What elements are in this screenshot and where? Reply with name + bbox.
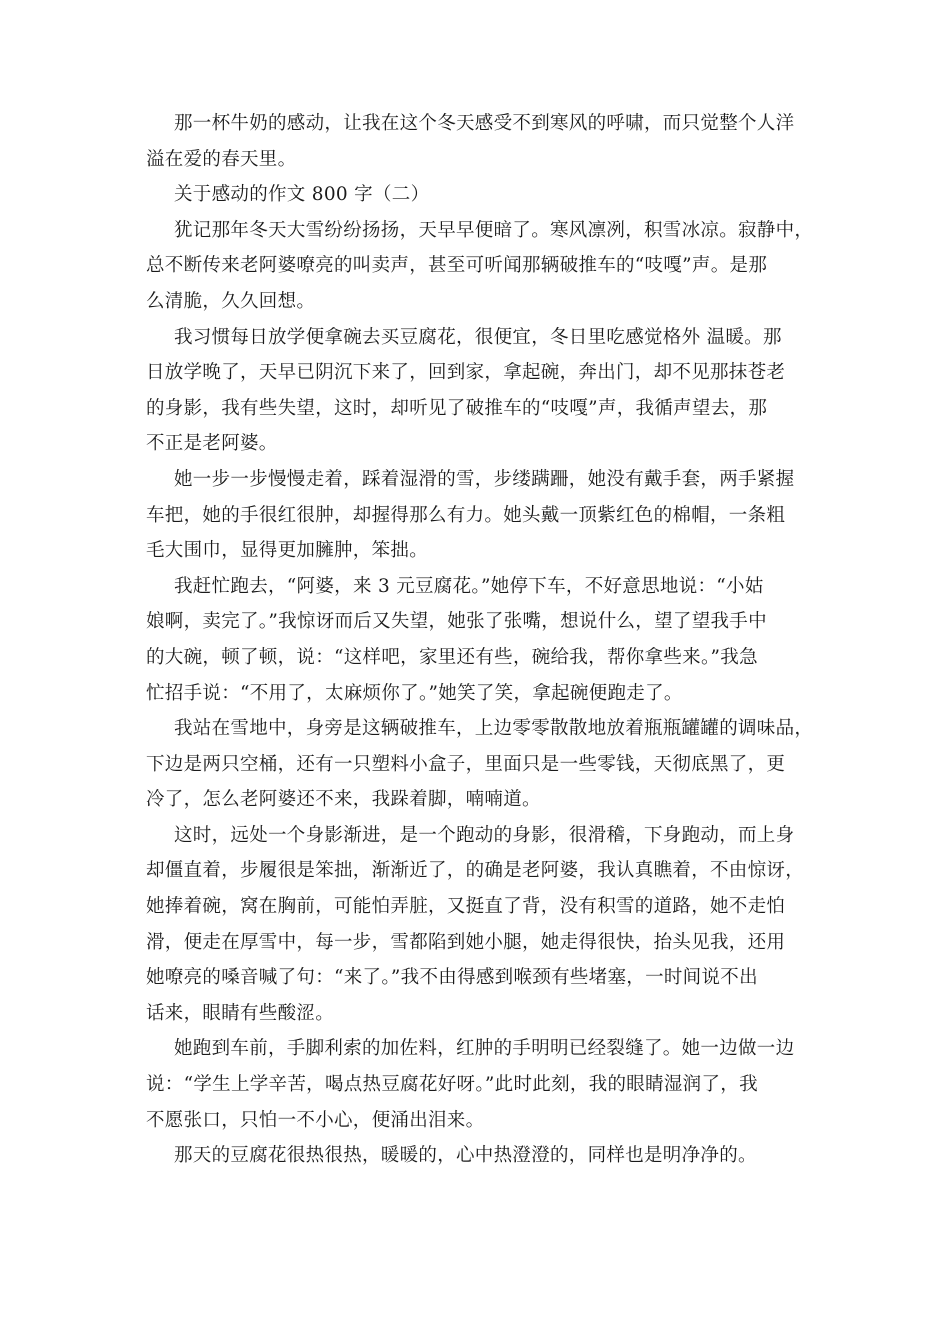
text-line: 犹记那年冬天大雪纷纷扬扬，天早早便暗了。寒风凛冽，积雪冰凉。寂静中，: [174, 219, 814, 241]
text-line: 她一步一步慢慢走着，踩着湿滑的雪，步缕蹒跚，她没有戴手套，两手紧握: [174, 468, 795, 490]
essay-body: [146, 106, 814, 1174]
text-line: 毛大围巾，显得更加臃肿，笨拙。: [146, 540, 429, 562]
text-line: 的大碗，顿了顿，说：“这样吧，家里还有些，碗给我，帮你拿些来。”我急: [146, 646, 758, 668]
text-line: 么清脆，久久回想。: [146, 290, 316, 312]
text-line: 她捧着碗，窝在胸前，可能怕弄脏，又挺直了背，没有积雪的道路，她不走怕: [146, 896, 786, 918]
paragraph: [146, 711, 814, 818]
paragraph: [146, 320, 814, 462]
text-line: 冷了，怎么老阿婆还不来，我跺着脚，喃喃道。: [146, 789, 541, 811]
text-line: 不正是老阿婆。: [146, 433, 278, 455]
paragraph: [146, 1031, 814, 1138]
text-line: 下边是两只空桶，还有一只塑料小盒子，里面只是一些零钱，天彻底黑了，更: [146, 753, 786, 775]
paragraph: [146, 818, 814, 1032]
text-line: 忙招手说：“不用了，太麻烦你了。”她笑了笑，拿起碗便跑走了。: [146, 682, 683, 704]
text-line: 日放学晚了，天早已阴沉下来了，回到家，拿起碗，奔出门，却不见那抹苍老: [146, 362, 786, 384]
text-line: 溢在爱的春天里。: [146, 148, 297, 170]
text-line: 车把，她的手很红很肿，却握得那么有力。她头戴一顶紫红色的棉帽，一条粗: [146, 504, 786, 526]
text-line: 那一杯牛奶的感动，让我在这个冬天感受不到寒风的呼啸，而只觉整个人洋: [174, 113, 795, 134]
text-line: 关于感动的作文 800 字（二）: [174, 184, 430, 206]
paragraph: [146, 462, 814, 569]
paragraph: [146, 569, 814, 711]
paragraph: [146, 106, 814, 177]
text-line: 我赶忙跑去，“阿婆，来 3 元豆腐花。”她停下车，不好意思地说：“小姑: [174, 575, 764, 597]
text-line: 她嘹亮的嗓音喊了句：“来了。”我不由得感到喉颈有些堵塞，一时间说不出: [146, 967, 758, 989]
text-line: 娘啊，卖完了。”我惊讶而后又失望，她张了张嘴，想说什么，望了望我手中: [146, 611, 767, 633]
paragraph: [146, 213, 814, 320]
text-line: 说：“学生上学辛苦，喝点热豆腐花好呀。”此时此刻，我的眼睛湿润了，我: [146, 1074, 758, 1096]
text-line: 我站在雪地中，身旁是这辆破推车，上边零零散散地放着瓶瓶罐罐的调味品，: [174, 718, 814, 740]
section-title: [146, 177, 814, 213]
text-line: 总不断传来老阿婆嘹亮的叫卖声，甚至可听闻那辆破推车的“吱嘎”声。是那: [146, 255, 768, 277]
paragraph: [146, 1138, 814, 1174]
text-line: 她跑到车前，手脚利索的加佐料，红肿的手明明已经裂缝了。她一边做一边: [174, 1038, 795, 1060]
text-line: 我习惯每日放学便拿碗去买豆腐花，很便宜，冬日里吃感觉格外 温暖。那: [174, 326, 782, 348]
text-line: 那天的豆腐花很热很热，暖暖的，心中热澄澄的，同样也是明净净的。: [174, 1145, 757, 1167]
text-line: 这时，远处一个身影渐进，是一个跑动的身影，很滑稽，下身跑动，而上身: [174, 824, 795, 846]
text-line: 却僵直着，步履很是笨拙，渐渐近了，的确是老阿婆，我认真瞧着，不由惊讶，: [146, 860, 805, 882]
text-line: 的身影，我有些失望，这时，却听见了破推车的“吱嘎”声，我循声望去，那: [146, 397, 768, 419]
text-line: 滑，便走在厚雪中，每一步，雪都陷到她小腿，她走得很快，抬头见我，还用: [146, 931, 786, 953]
text-line: 不愿张口，只怕一不小心，便涌出泪来。: [146, 1109, 485, 1131]
text-line: 话来，眼睛有些酸涩。: [146, 1002, 335, 1024]
